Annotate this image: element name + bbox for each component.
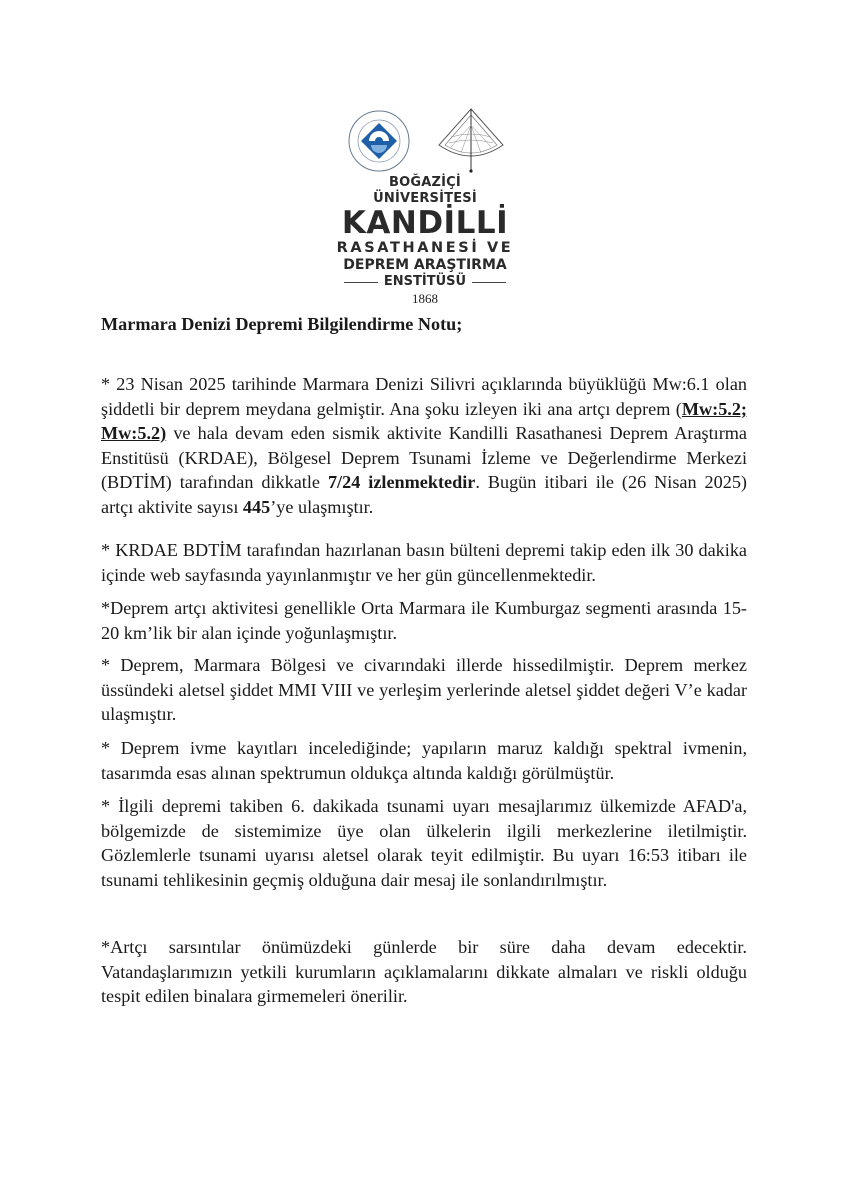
p1-text-a: * 23 Nisan 2025 tarihinde Marmara Denizi Silivri açıklarında büyüklüğü Mw:6.1 olan şiddetli bir deprem meydana gelmiştir. Ana şoku izleyen iki ana artçı deprem ( [101, 374, 747, 419]
logo-rule-right [472, 282, 506, 283]
paragraph-advice: *Artçı sarsıntılar önümüzdeki günlerde bir süre daha devam edecektir. Vatandaşlarımızın yetkili kurumların açıklamalarını dikkate almaları ve riskli olduğu tespit edilen binalara girmemeleri önerilir. [101, 937, 747, 1006]
paragraph-press-bulletin: * KRDAE BDTİM tarafından hazırlanan basın bülteni depremi takip eden ilk 30 dakika içinde web sayfasında yayınlanmıştır ve her gün güncellenmektedir. [101, 540, 747, 585]
logo-wordmark [335, 175, 515, 308]
aftershock-magnitudes: Mw:5.2; Mw:5.2) [101, 398, 747, 443]
sundial-emblem-icon [431, 105, 511, 175]
document-title: Marmara Denizi Depremi Bilgilendirme Notu; [101, 314, 463, 334]
paragraph-intensity: * Deprem, Marmara Bölgesi ve civarındaki illerde hissedilmiştir. Deprem merkez üssündeki aletsel şiddet MMI VIII ve yerleşim yerlerinde aletsel şiddet değeri V’e kadar ulaşmıştır. [101, 655, 747, 724]
aftershock-count: 445 [242, 496, 271, 517]
logo-emblems [335, 105, 515, 175]
logo-rule-left [344, 282, 378, 283]
paragraph-aftershock-area: *Deprem artçı aktivitesi genellikle Orta Marmara ile Kumburgaz segmenti arasında 15-20 km’lik bir alan içinde yoğunlaşmıştır. [101, 598, 747, 643]
logo-founding-year: 1868 [412, 291, 438, 306]
p1-text-e: . Bugün itibari ile (26 Nisan 2025) artçı aktivite sayısı [101, 472, 747, 517]
logo-enstitusu-row [335, 274, 515, 290]
logo-deprem-arastirma: DEPREM ARAŞTIRMA [343, 257, 507, 273]
p1-text-g: ’ye ulaşmıştır. [270, 496, 374, 517]
paragraph-acceleration: * Deprem ivme kayıtları incelediğinde; yapıların maruz kaldığı spektral ivmenin, tasarımda esas alınan spektrumun oldukça altında kaldığı görülmüştür. [101, 738, 747, 783]
paragraph-tsunami-warning: * İlgili depremi takiben 6. dakikada tsunami uyarı mesajlarımız ülkemizde AFAD'a, bölgemizde de sistemimize üye olan ülkelerin ilgili merkezlerine iletilmiştir. Gözlemlerle tsunami uyarısı aletsel olarak teyit edilmiştir. Bu uyarı 16:53 itibarı ile tsunami tehlikesinin geçmiş olduğuna dair mesaj ile sonlandırılmıştır. [101, 796, 747, 890]
monitoring-emphasis: 7/24 izlenmektedir [327, 472, 476, 492]
institution-logo [335, 105, 515, 306]
paragraph-earthquake-summary [101, 372, 747, 519]
logo-university-name: BOĞAZİÇİ ÜNİVERSİTESİ [373, 175, 477, 206]
logo-enstitusu: ENSTİTÜSÜ [383, 274, 467, 289]
logo-kandilli: KANDİLLİ [341, 205, 509, 241]
p1-text-c: ve hala devam eden sismik aktivite Kandilli Rasathanesi Deprem Araştırma Enstitüsü (KRDAE), Bölgesel Deprem Tsunami İzleme ve Değerlendirme Merkezi (BDTİM) tarafından dikkatle [101, 423, 747, 492]
logo-rasathanesi: RASATHANESİ VE [336, 240, 514, 256]
bogazici-university-seal-icon [347, 109, 411, 173]
